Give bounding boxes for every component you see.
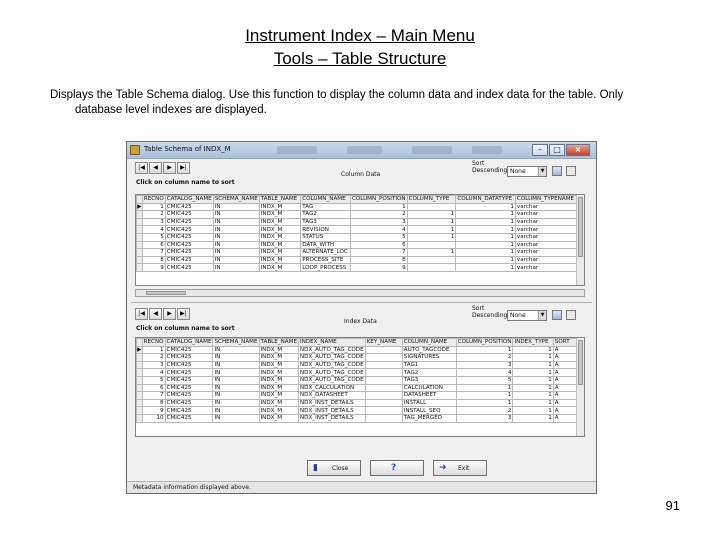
scrollbar-thumb[interactable]: [578, 197, 583, 257]
table-cell: IN: [213, 241, 259, 249]
table-cell: A: [553, 392, 583, 400]
table-cell: [365, 361, 402, 369]
table-cell: 1: [513, 354, 553, 362]
table-cell: INDX_M: [259, 407, 298, 415]
table-cell: IN: [213, 399, 259, 407]
table-row[interactable]: [137, 384, 584, 392]
table-cell: TAG2: [301, 211, 351, 219]
table-cell: 1: [456, 392, 513, 400]
table-cell: 1: [456, 203, 516, 211]
table-cell: 1: [407, 233, 456, 241]
table-cell: 9: [142, 264, 165, 272]
table-row[interactable]: [137, 211, 584, 219]
close-button[interactable]: [307, 460, 361, 476]
table-cell: IN: [213, 203, 259, 211]
table-cell: INDX_M: [259, 218, 300, 226]
maximize-button[interactable]: □: [549, 144, 565, 156]
row-selector-icon[interactable]: ▶: [137, 346, 142, 353]
table-cell: INDX_M: [259, 346, 298, 354]
table-cell: NDX_DATASHEET: [298, 392, 365, 400]
table-cell: INDX_M: [259, 249, 300, 257]
close-window-button[interactable]: ×: [566, 144, 590, 156]
column-grid-header: [137, 196, 584, 204]
description: [50, 88, 680, 118]
background-window-blur: [347, 146, 382, 154]
table-cell: 1: [456, 241, 516, 249]
column-record-navigator: [135, 162, 191, 176]
table-cell: TAG3: [402, 376, 456, 384]
descending-label-text: Descending: [472, 167, 508, 174]
description-line-2: database level indexes are displayed.: [75, 104, 267, 116]
table-cell: INDX_M: [259, 361, 298, 369]
dialog-titlebar[interactable]: [127, 142, 596, 159]
chevron-down-icon[interactable]: ▼: [538, 167, 546, 176]
table-cell: NDX_AUTO_TAG_CODE: [299, 354, 364, 361]
table-cell: 8: [142, 399, 165, 407]
table-cell: 8: [350, 256, 407, 264]
scrollbar-thumb[interactable]: [578, 340, 583, 385]
column-sort-value: None: [510, 168, 526, 175]
prev-record-icon[interactable]: ◀: [149, 162, 162, 174]
table-cell: A: [553, 361, 583, 369]
table-cell: NDX_CALCULATION: [298, 384, 365, 392]
table-cell: CMIC425: [165, 218, 213, 226]
table-cell: NDX_INST_DETAILS: [298, 399, 365, 407]
table-cell: A: [553, 414, 583, 422]
column-header[interactable]: RECNO: [143, 196, 164, 203]
table-cell: CMIC425: [165, 233, 213, 241]
table-row[interactable]: [137, 392, 584, 400]
table-cell: 3: [456, 414, 513, 422]
table-cell: 4: [456, 369, 513, 377]
table-cell: [407, 256, 456, 264]
table-row[interactable]: [137, 414, 584, 422]
table-cell: CMIC425: [165, 354, 213, 362]
table-cell: varchar: [515, 241, 583, 249]
title-line-1: Instrument Index – Main Menu: [245, 26, 475, 45]
table-cell: A: [553, 384, 583, 392]
table-row[interactable]: [137, 354, 584, 362]
table-cell: INDX_M: [259, 354, 298, 362]
table-cell: 5: [142, 233, 165, 241]
table-cell: A: [553, 354, 583, 362]
column-header[interactable]: COLUMN_POSITION: [351, 196, 406, 203]
table-cell: 4: [142, 226, 165, 234]
table-cell: INDX_M: [259, 203, 300, 211]
table-cell: INSTALL_SEQ: [402, 407, 456, 415]
table-cell: 3: [350, 218, 407, 226]
table-cell: A: [553, 399, 583, 407]
table-cell: ALTERNATE_LOC: [301, 249, 351, 257]
table-cell: TAG3: [301, 218, 351, 226]
table-cell: 4: [350, 226, 407, 234]
table-cell: [365, 384, 402, 392]
table-cell: 1: [456, 346, 513, 354]
index-grid-header: [137, 339, 584, 347]
table-cell: CMIC425: [165, 407, 213, 415]
table-cell: NDX_INST_DETAILS: [298, 414, 365, 422]
table-cell: IN: [213, 264, 259, 272]
table-cell: [407, 241, 456, 249]
table-cell: TAG2: [402, 369, 456, 377]
table-cell: 8: [142, 256, 165, 264]
table-cell: varchar: [515, 218, 583, 226]
table-cell: REVISION: [301, 226, 351, 234]
table-cell: TAG: [301, 203, 351, 211]
close-button-label: Close: [332, 465, 349, 472]
table-cell: [365, 354, 402, 362]
table-cell: 1: [142, 346, 165, 354]
table-row[interactable]: [137, 226, 584, 234]
table-cell: 1: [513, 346, 553, 354]
exit-button-label: Exit: [458, 465, 470, 472]
index-data-title: Index Data: [344, 318, 377, 325]
table-cell: INDX_M: [259, 414, 298, 422]
table-cell: 1: [407, 249, 456, 257]
table-row[interactable]: [137, 249, 584, 257]
table-cell: A: [553, 376, 583, 384]
table-cell: [365, 414, 402, 422]
table-cell: 1: [142, 203, 165, 211]
table-row[interactable]: [137, 369, 584, 377]
table-cell: CMIC425: [165, 392, 213, 400]
table-cell: INDX_M: [259, 369, 298, 377]
section-divider: [131, 302, 592, 303]
table-cell: IN: [213, 346, 259, 354]
column-data-table: [136, 195, 584, 272]
table-row[interactable]: [137, 399, 584, 407]
description-line-1: Displays the Table Schema dialog. Use this function to display the column data and index data for the table. Only: [50, 89, 624, 101]
column-sort-label: [472, 160, 507, 174]
table-cell: INDX_M: [259, 376, 298, 384]
table-cell: 2: [142, 354, 165, 362]
index-sort-label: [472, 305, 507, 319]
column-header[interactable]: KEY_NAME: [365, 339, 402, 347]
column-data-title: Column Data: [341, 171, 381, 178]
table-cell: INDX_M: [259, 226, 300, 234]
table-cell: 7: [350, 249, 407, 257]
column-data-grid: [135, 194, 585, 286]
status-bar: Metadata information displayed above.: [127, 481, 596, 493]
table-cell: 1: [456, 256, 516, 264]
exit-button[interactable]: [433, 460, 487, 476]
table-cell: CMIC425: [165, 399, 213, 407]
next-record-icon[interactable]: ▶: [163, 162, 176, 174]
table-cell: CMIC425: [165, 264, 213, 272]
table-cell: 1: [456, 249, 516, 257]
app-icon: [130, 145, 140, 155]
refresh-icon[interactable]: [552, 166, 562, 176]
table-cell: INDX_M: [259, 264, 300, 272]
table-cell: 5: [350, 233, 407, 241]
table-cell: 4: [142, 369, 165, 377]
table-cell: 1: [456, 226, 516, 234]
table-cell: 1: [513, 361, 553, 369]
table-cell: 1: [513, 399, 553, 407]
table-cell: 1: [456, 384, 513, 392]
table-cell: INDX_M: [259, 241, 300, 249]
table-cell: [365, 392, 402, 400]
column-header[interactable]: SCHEMA_NAME: [214, 339, 258, 346]
title-line-2: Tools – Table Structure: [273, 49, 447, 68]
table-cell: CALCULATION: [402, 384, 456, 392]
table-cell: 1: [513, 384, 553, 392]
table-cell: INDX_M: [259, 392, 298, 400]
table-cell: CMIC425: [165, 346, 213, 354]
table-row[interactable]: [137, 376, 584, 384]
column-header[interactable]: COLUMN_DATATYPE: [456, 196, 516, 204]
row-selector-icon[interactable]: ▶: [137, 203, 142, 210]
table-schema-dialog: [126, 141, 597, 494]
table-cell: 1: [456, 233, 516, 241]
table-cell: CMIC425: [165, 241, 213, 249]
column-grid-vertical-scrollbar[interactable]: [576, 195, 584, 285]
table-cell: SIGNATURES: [402, 354, 456, 362]
table-cell: TAG_MERGED: [402, 414, 456, 422]
table-cell: 1: [513, 376, 553, 384]
table-cell: 1: [513, 414, 553, 422]
table-cell: 9: [142, 407, 165, 415]
table-cell: NDX_AUTO_TAG_CODE: [299, 369, 364, 376]
background-window-blur: [277, 146, 317, 154]
table-cell: varchar: [515, 233, 583, 241]
table-cell: STATUS: [301, 233, 351, 241]
index-data-table: [136, 338, 584, 423]
table-cell: INDX_M: [259, 233, 300, 241]
table-cell: IN: [213, 407, 259, 415]
table-cell: 6: [350, 241, 407, 249]
column-header[interactable]: RECNO: [143, 339, 164, 346]
table-cell: INDX_M: [259, 399, 298, 407]
table-cell: varchar: [515, 211, 583, 219]
background-window-blur: [412, 146, 452, 154]
descending-label-text: Descending: [472, 312, 508, 319]
first-record-icon[interactable]: |◀: [135, 162, 148, 174]
table-cell: NDX_AUTO_TAG_CODE: [299, 377, 364, 384]
table-cell: CMIC425: [165, 376, 213, 384]
table-cell: 1: [456, 264, 516, 272]
table-cell: IN: [213, 218, 259, 226]
table-cell: IN: [213, 392, 259, 400]
table-cell: varchar: [515, 226, 583, 234]
column-header[interactable]: TABLE_NAME: [260, 339, 297, 346]
table-cell: 1: [456, 211, 516, 219]
column-header[interactable]: CATALOG_NAME: [166, 339, 212, 346]
table-cell: 1: [513, 392, 553, 400]
table-cell: IN: [213, 354, 259, 362]
export-icon[interactable]: [566, 310, 576, 320]
table-cell: NDX_AUTO_TAG_CODE: [299, 362, 364, 369]
column-sort-select[interactable]: [507, 166, 547, 177]
table-cell: [365, 407, 402, 415]
table-cell: LOOP_PROCESS: [301, 264, 351, 272]
table-cell: CMIC425: [165, 256, 213, 264]
table-cell: IN: [213, 211, 259, 219]
column-header[interactable]: COLUMN_NAME: [402, 339, 456, 347]
table-cell: [365, 346, 402, 354]
table-row[interactable]: [137, 241, 584, 249]
table-cell: 5: [142, 376, 165, 384]
last-record-icon[interactable]: ▶|: [177, 308, 190, 320]
index-sort-value: None: [510, 312, 526, 319]
table-cell: 1: [456, 399, 513, 407]
index-record-navigator: [135, 308, 191, 322]
table-cell: 10: [142, 414, 165, 422]
table-cell: 1: [407, 218, 456, 226]
table-cell: [365, 399, 402, 407]
page-number: 91: [665, 498, 680, 513]
index-grid-vertical-scrollbar[interactable]: [576, 338, 584, 436]
table-row[interactable]: [137, 256, 584, 264]
table-cell: 1: [407, 226, 456, 234]
column-header[interactable]: INDEX_TYPE: [513, 339, 553, 347]
table-cell: CMIC425: [165, 384, 213, 392]
column-header[interactable]: CATALOG_NAME: [166, 196, 212, 203]
table-cell: INDX_M: [259, 384, 298, 392]
export-icon[interactable]: [566, 166, 576, 176]
table-cell: 3: [142, 218, 165, 226]
table-cell: IN: [213, 369, 259, 377]
table-cell: IN: [213, 384, 259, 392]
table-cell: [407, 264, 456, 272]
table-cell: 7: [142, 249, 165, 257]
column-header[interactable]: COLUMN_POSITION: [457, 339, 512, 346]
column-grid-horizontal-scrollbar[interactable]: [135, 289, 585, 297]
table-cell: IN: [213, 376, 259, 384]
table-cell: A: [553, 369, 583, 377]
table-cell: PROCESS_SITE: [301, 256, 351, 264]
table-cell: CMIC425: [165, 369, 213, 377]
sort-label-text: Sort: [472, 160, 485, 167]
table-cell: 1: [456, 218, 516, 226]
table-cell: 9: [350, 264, 407, 272]
table-cell: 1: [350, 203, 407, 211]
table-cell: varchar: [515, 264, 583, 272]
chevron-down-icon[interactable]: ▼: [538, 311, 546, 320]
column-header[interactable]: SCHEMA_NAME: [214, 196, 258, 203]
column-header[interactable]: SORT: [553, 339, 583, 347]
minimize-button[interactable]: –: [532, 144, 548, 156]
index-sort-select[interactable]: [507, 310, 547, 321]
column-header[interactable]: COLUMN_NAME: [301, 196, 351, 204]
column-sort-hint: Click on column name to sort: [136, 179, 235, 186]
exit-arrow-icon: ➜: [439, 463, 447, 473]
table-cell: DATA_WITH: [301, 241, 351, 249]
table-cell: [365, 376, 402, 384]
table-cell: CMIC425: [165, 211, 213, 219]
help-icon: ?: [391, 463, 397, 473]
refresh-icon[interactable]: [552, 310, 562, 320]
index-data-grid: [135, 337, 585, 437]
table-cell: CMIC425: [165, 249, 213, 257]
table-cell: 2: [456, 354, 513, 362]
table-cell: A: [553, 407, 583, 415]
table-row[interactable]: [137, 264, 584, 272]
table-row[interactable]: [137, 233, 584, 241]
table-row[interactable]: [137, 346, 584, 354]
table-cell: 2: [456, 407, 513, 415]
table-cell: INSTALL: [402, 399, 456, 407]
table-cell: 1: [407, 211, 456, 219]
table-cell: A: [553, 346, 583, 354]
next-record-icon[interactable]: ▶: [163, 308, 176, 320]
table-cell: CMIC425: [165, 361, 213, 369]
table-cell: 2: [350, 211, 407, 219]
table-cell: IN: [213, 226, 259, 234]
dialog-title: Table Schema of INDX_M: [144, 145, 231, 153]
table-cell: 3: [456, 361, 513, 369]
prev-record-icon[interactable]: ◀: [149, 308, 162, 320]
table-cell: TAG1: [402, 361, 456, 369]
table-cell: varchar: [515, 203, 583, 211]
table-cell: 7: [142, 392, 165, 400]
column-header[interactable]: COLUMN_TYPE: [407, 196, 456, 204]
last-record-icon[interactable]: ▶|: [177, 162, 190, 174]
sort-label-text: Sort: [472, 305, 485, 312]
table-cell: DATASHEET: [402, 392, 456, 400]
help-button[interactable]: [370, 460, 424, 476]
table-cell: 1: [513, 407, 553, 415]
table-cell: [365, 369, 402, 377]
table-cell: varchar: [515, 249, 583, 257]
table-cell: CMIC425: [165, 226, 213, 234]
index-sort-hint: Click on column name to sort: [136, 325, 235, 332]
table-cell: INDX_M: [259, 211, 300, 219]
column-header[interactable]: INDEX_NAME: [298, 339, 365, 347]
table-row[interactable]: [137, 361, 584, 369]
first-record-icon[interactable]: |◀: [135, 308, 148, 320]
table-cell: varchar: [515, 256, 583, 264]
door-icon: ▮: [313, 463, 318, 473]
table-cell: CMIC425: [165, 203, 213, 211]
table-cell: AUTO_TAGCODE: [402, 346, 456, 354]
table-cell: IN: [213, 256, 259, 264]
table-cell: 6: [142, 241, 165, 249]
table-row[interactable]: [137, 218, 584, 226]
table-cell: 1: [513, 369, 553, 377]
table-cell: 6: [142, 384, 165, 392]
table-cell: IN: [213, 361, 259, 369]
slide-title: [0, 24, 720, 70]
column-header[interactable]: TABLE_NAME: [259, 196, 300, 204]
background-window-blur: [472, 146, 502, 154]
table-cell: INDX_M: [259, 256, 300, 264]
table-cell: IN: [213, 233, 259, 241]
table-cell: 2: [142, 211, 165, 219]
dialog-button-bar: [127, 460, 596, 478]
column-header[interactable]: COLUMN_TYPENAME: [515, 196, 583, 204]
table-cell: CMIC425: [165, 414, 213, 422]
table-cell: 3: [142, 361, 165, 369]
table-row[interactable]: [137, 203, 584, 211]
scrollbar-thumb[interactable]: [146, 291, 186, 295]
table-cell: NDX_AUTO_TAG_CODE: [299, 346, 364, 353]
table-cell: IN: [213, 414, 259, 422]
table-cell: [407, 203, 456, 211]
table-row[interactable]: [137, 407, 584, 415]
table-cell: 5: [456, 376, 513, 384]
table-cell: IN: [213, 249, 259, 257]
table-cell: NDX_INST_DETAILS: [298, 407, 365, 415]
